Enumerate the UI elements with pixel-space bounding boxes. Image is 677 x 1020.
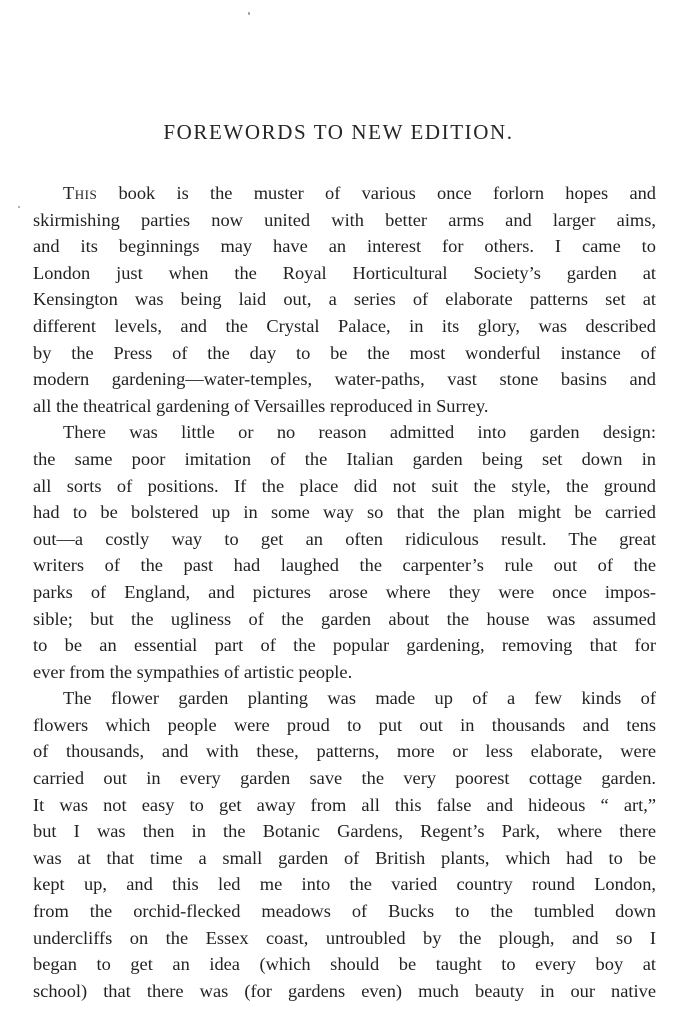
paragraph-1-line: modern gardening—water-temples, water-paths, vast stone basins and xyxy=(33,369,656,390)
paragraph-3-line: It was not easy to get away from all this false and hideous “ art,” xyxy=(33,794,656,815)
paragraph-3-line: undercliffs on the Essex coast, untroubled by the plough, and so I xyxy=(33,927,656,948)
paragraph-2-line: to be an essential part of the popular gardening, removing that for xyxy=(33,635,656,656)
paragraph-1-line-1: This book is the muster of various once forlorn hopes and xyxy=(63,183,656,203)
paragraph-1-line: skirmishing parties now united with better arms and larger aims, xyxy=(33,209,656,230)
paragraph-2-line: out—a costly way to get an often ridiculous result. The great xyxy=(33,528,656,549)
paragraph-3-line: The flower garden planting was made up of a few kinds of xyxy=(63,688,656,709)
paragraph-3-line: was at that time a small garden of British plants, which had to be xyxy=(33,847,656,868)
paragraph-2-line: parks of England, and pictures arose where they were once impos- xyxy=(33,581,656,602)
drop-word: This xyxy=(63,183,98,203)
paragraph-3-line: from the orchid-flecked meadows of Bucks to the tumbled down xyxy=(33,901,656,922)
paragraph-2-line: the same poor imitation of the Italian garden being set down in xyxy=(33,448,656,469)
paragraph-1-line: London just when the Royal Horticultural Society’s garden at xyxy=(33,262,656,283)
scan-speck-top xyxy=(248,12,250,15)
paragraph-1-line: and its beginnings may have an interest for others. I came to xyxy=(33,236,656,257)
paragraph-3-line: school) that there was (for gardens even) much beauty in our native xyxy=(33,980,656,1001)
paragraph-1-line: Kensington was being laid out, a series of elaborate patterns set at xyxy=(33,289,656,310)
paragraph-3-line: kept up, and this led me into the varied country round London, xyxy=(33,874,656,895)
paragraph-3-line: began to get an idea (which should be taught to every boy at xyxy=(33,954,656,975)
paragraph-1-line: by the Press of the day to be the most wonderful instance of xyxy=(33,342,656,363)
paragraph-2-line: ever from the sympathies of artistic people. xyxy=(33,661,353,682)
paragraph-2-line: writers of the past had laughed the carpenter’s rule out of the xyxy=(33,555,656,576)
paragraph-2-line: sible; but the ugliness of the garden about the house was assumed xyxy=(33,608,656,629)
page-title: FOREWORDS TO NEW EDITION. xyxy=(163,120,514,144)
paragraph-2-line: There was little or no reason admitted into garden design: xyxy=(63,422,656,443)
paragraph-2-line: all sorts of positions. If the place did not suit the style, the ground xyxy=(33,475,656,496)
scan-speck-margin xyxy=(18,206,20,208)
paragraph-1-line: all the theatrical gardening of Versailles reproduced in Surrey. xyxy=(33,395,489,416)
paragraph-3-line: flowers which people were proud to put out in thousands and tens xyxy=(33,714,656,735)
paragraph-1-line: different levels, and the Crystal Palace, in its glory, was described xyxy=(33,315,656,336)
body-text xyxy=(33,180,656,1004)
paragraph-3-line: but I was then in the Botanic Gardens, Regent’s Park, where there xyxy=(33,821,656,842)
paragraph-3-line: of thousands, and with these, patterns, more or less elaborate, were xyxy=(33,741,656,762)
paragraph-2-line: had to be bolstered up in some way so that the plan might be carried xyxy=(33,502,656,523)
paragraph-3-line: carried out in every garden save the very poorest cottage garden. xyxy=(33,768,656,789)
